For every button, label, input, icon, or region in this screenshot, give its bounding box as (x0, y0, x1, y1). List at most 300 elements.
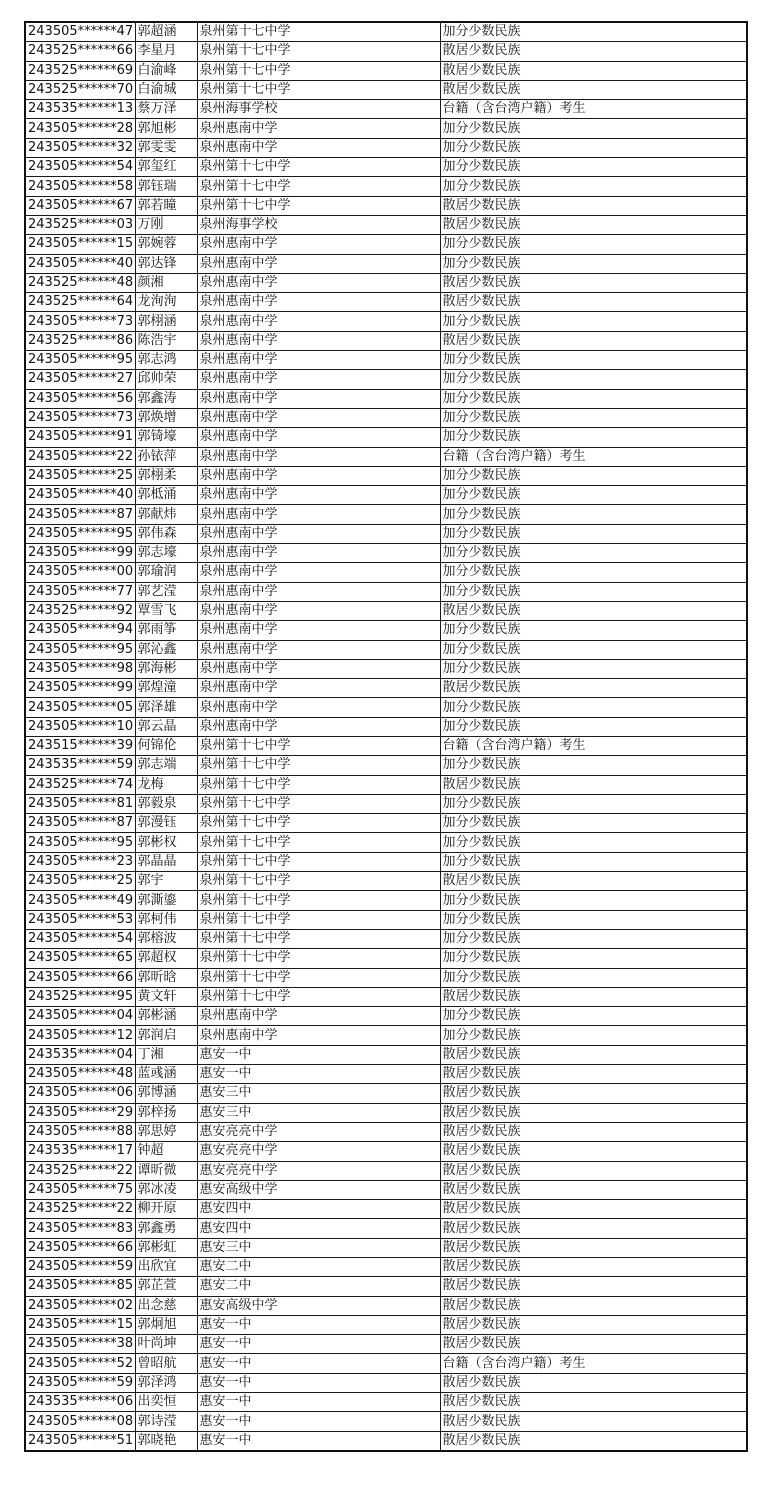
candidate-id-cell: 243505******95 (25, 524, 135, 543)
candidate-name-cell: 郭昕晗 (135, 968, 197, 987)
category-cell: 散居少数民族 (440, 1315, 747, 1334)
candidate-id-cell: 243505******29 (25, 1103, 135, 1122)
category-cell: 加分少数民族 (440, 177, 747, 196)
candidate-id-cell: 243505******00 (25, 563, 135, 582)
school-cell: 泉州第十七中学 (197, 775, 440, 794)
table-row (25, 756, 747, 775)
candidate-name-cell: 郭志壕 (135, 544, 197, 563)
table-row (25, 505, 747, 524)
table-row (25, 1219, 747, 1238)
school-cell: 泉州第十七中学 (197, 872, 440, 891)
table-row (25, 1335, 747, 1354)
candidate-name-cell: 郭海彬 (135, 659, 197, 678)
table-row (25, 119, 747, 138)
table-row (25, 949, 747, 968)
candidate-id-cell: 243505******54 (25, 158, 135, 177)
school-cell: 泉州第十七中学 (197, 852, 440, 871)
candidate-id-cell: 243525******70 (25, 80, 135, 99)
candidate-name-cell: 郭柯伟 (135, 910, 197, 929)
table-row (25, 312, 747, 331)
category-cell: 散居少数民族 (440, 1122, 747, 1141)
school-cell: 泉州第十七中学 (197, 196, 440, 215)
candidate-id-cell: 243505******04 (25, 1007, 135, 1026)
candidate-name-cell: 孙铱萍 (135, 447, 197, 466)
category-cell: 加分少数民族 (440, 466, 747, 485)
school-cell: 泉州第十七中学 (197, 61, 440, 80)
candidate-name-cell: 柳开原 (135, 1200, 197, 1219)
candidate-id-cell: 243505******95 (25, 833, 135, 852)
category-cell: 散居少数民族 (440, 42, 747, 61)
category-cell: 加分少数民族 (440, 254, 747, 273)
candidate-name-cell: 郭志端 (135, 756, 197, 775)
candidate-id-cell: 243505******81 (25, 794, 135, 813)
candidate-id-cell: 243535******13 (25, 100, 135, 119)
candidate-id-cell: 243505******51 (25, 1431, 135, 1451)
candidate-id-cell: 243515******39 (25, 736, 135, 755)
category-cell: 散居少数民族 (440, 1393, 747, 1412)
table-row (25, 1277, 747, 1296)
category-cell: 散居少数民族 (440, 1161, 747, 1180)
candidate-name-cell: 白渝峰 (135, 61, 197, 80)
candidate-name-cell: 出念慈 (135, 1296, 197, 1315)
category-cell: 散居少数民族 (440, 1103, 747, 1122)
school-cell: 泉州第十七中学 (197, 949, 440, 968)
candidate-name-cell: 黄文轩 (135, 987, 197, 1006)
school-cell: 泉州惠南中学 (197, 447, 440, 466)
category-cell: 台籍（含台湾户籍）考生 (440, 1354, 747, 1373)
category-cell: 台籍（含台湾户籍）考生 (440, 736, 747, 755)
candidate-id-cell: 243505******32 (25, 138, 135, 157)
school-cell: 泉州第十七中学 (197, 987, 440, 1006)
table-row (25, 486, 747, 505)
candidate-id-cell: 243505******06 (25, 1084, 135, 1103)
table-row (25, 1142, 747, 1161)
category-cell: 加分少数民族 (440, 582, 747, 601)
school-cell: 泉州第十七中学 (197, 891, 440, 910)
category-cell: 加分少数民族 (440, 1007, 747, 1026)
table-row (25, 1180, 747, 1199)
table-row (25, 852, 747, 871)
candidate-name-cell: 蔡万泽 (135, 100, 197, 119)
table-row (25, 466, 747, 485)
candidate-name-cell: 龙洵洵 (135, 293, 197, 312)
table-row (25, 293, 747, 312)
category-cell: 散居少数民族 (440, 1142, 747, 1161)
candidate-id-cell: 243505******77 (25, 582, 135, 601)
candidate-id-cell: 243505******56 (25, 389, 135, 408)
candidate-id-cell: 243505******91 (25, 428, 135, 447)
school-cell: 泉州第十七中学 (197, 910, 440, 929)
category-cell: 加分少数民族 (440, 22, 747, 42)
category-cell: 加分少数民族 (440, 370, 747, 389)
category-cell: 散居少数民族 (440, 331, 747, 350)
school-cell: 泉州第十七中学 (197, 22, 440, 42)
candidate-name-cell: 钟超 (135, 1142, 197, 1161)
category-cell: 加分少数民族 (440, 563, 747, 582)
candidate-name-cell: 郭钰瑞 (135, 177, 197, 196)
candidate-id-cell: 243505******53 (25, 910, 135, 929)
category-cell: 散居少数民族 (440, 293, 747, 312)
table-row (25, 370, 747, 389)
category-cell: 散居少数民族 (440, 1045, 747, 1064)
candidate-name-cell: 万刚 (135, 215, 197, 234)
candidate-id-cell: 243525******86 (25, 331, 135, 350)
candidate-name-cell: 郭漫钰 (135, 814, 197, 833)
school-cell: 泉州第十七中学 (197, 158, 440, 177)
candidate-name-cell: 郭伟森 (135, 524, 197, 543)
school-cell: 泉州惠南中学 (197, 582, 440, 601)
category-cell: 散居少数民族 (440, 1065, 747, 1084)
candidate-id-cell: 243505******12 (25, 1026, 135, 1045)
category-cell: 台籍（含台湾户籍）考生 (440, 100, 747, 119)
school-cell: 惠安一中 (197, 1045, 440, 1064)
school-cell: 泉州惠南中学 (197, 235, 440, 254)
candidate-name-cell: 白渝城 (135, 80, 197, 99)
table-row (25, 158, 747, 177)
category-cell: 散居少数民族 (440, 775, 747, 794)
category-cell: 加分少数民族 (440, 968, 747, 987)
school-cell: 泉州惠南中学 (197, 138, 440, 157)
candidate-name-cell: 郭冰凌 (135, 1180, 197, 1199)
table-row (25, 872, 747, 891)
category-cell: 加分少数民族 (440, 544, 747, 563)
category-cell: 加分少数民族 (440, 524, 747, 543)
school-cell: 泉州惠南中学 (197, 351, 440, 370)
table-row (25, 1238, 747, 1257)
candidate-name-cell: 郭婉蓉 (135, 235, 197, 254)
candidate-id-cell: 243525******64 (25, 293, 135, 312)
candidate-id-cell: 243505******75 (25, 1180, 135, 1199)
candidate-id-cell: 243505******40 (25, 486, 135, 505)
category-cell: 散居少数民族 (440, 1277, 747, 1296)
table-row (25, 254, 747, 273)
category-cell: 加分少数民族 (440, 910, 747, 929)
table-row (25, 408, 747, 427)
candidate-id-cell: 243505******40 (25, 254, 135, 273)
candidate-name-cell: 郭鑫勇 (135, 1219, 197, 1238)
candidate-name-cell: 出奕恒 (135, 1393, 197, 1412)
candidate-name-cell: 叶尚坤 (135, 1335, 197, 1354)
table-row (25, 563, 747, 582)
candidate-name-cell: 郭晓艳 (135, 1431, 197, 1451)
candidate-name-cell: 郭梓扬 (135, 1103, 197, 1122)
candidate-name-cell: 郭玺红 (135, 158, 197, 177)
candidate-table (24, 21, 748, 1452)
candidate-id-cell: 243505******66 (25, 1238, 135, 1257)
table-row (25, 61, 747, 80)
candidate-name-cell: 郭栩涵 (135, 312, 197, 331)
candidate-id-cell: 243505******25 (25, 872, 135, 891)
table-row (25, 775, 747, 794)
candidate-name-cell: 郭毅泉 (135, 794, 197, 813)
candidate-id-cell: 243505******25 (25, 466, 135, 485)
school-cell: 惠安亮亮中学 (197, 1161, 440, 1180)
school-cell: 泉州惠南中学 (197, 370, 440, 389)
candidate-id-cell: 243505******08 (25, 1412, 135, 1431)
school-cell: 泉州惠南中学 (197, 312, 440, 331)
candidate-id-cell: 243505******73 (25, 408, 135, 427)
candidate-name-cell: 龙梅 (135, 775, 197, 794)
school-cell: 泉州第十七中学 (197, 80, 440, 99)
school-cell: 泉州第十七中学 (197, 177, 440, 196)
category-cell: 散居少数民族 (440, 1412, 747, 1431)
school-cell: 泉州惠南中学 (197, 331, 440, 350)
school-cell: 惠安亮亮中学 (197, 1122, 440, 1141)
school-cell: 泉州惠南中学 (197, 544, 440, 563)
candidate-id-cell: 243505******59 (25, 1258, 135, 1277)
table-row (25, 1373, 747, 1392)
category-cell: 加分少数民族 (440, 852, 747, 871)
school-cell: 惠安四中 (197, 1200, 440, 1219)
table-row (25, 1354, 747, 1373)
category-cell: 加分少数民族 (440, 891, 747, 910)
school-cell: 泉州惠南中学 (197, 486, 440, 505)
category-cell: 散居少数民族 (440, 80, 747, 99)
school-cell: 泉州海事学校 (197, 100, 440, 119)
candidate-id-cell: 243505******67 (25, 196, 135, 215)
table-row (25, 891, 747, 910)
school-cell: 惠安一中 (197, 1393, 440, 1412)
school-cell: 泉州惠南中学 (197, 119, 440, 138)
candidate-name-cell: 丁湘 (135, 1045, 197, 1064)
school-cell: 泉州第十七中学 (197, 833, 440, 852)
candidate-id-cell: 243525******48 (25, 273, 135, 292)
category-cell: 加分少数民族 (440, 389, 747, 408)
school-cell: 惠安一中 (197, 1373, 440, 1392)
candidate-name-cell: 陈浩宇 (135, 331, 197, 350)
candidate-id-cell: 243505******88 (25, 1122, 135, 1141)
table-row (25, 1026, 747, 1045)
candidate-id-cell: 243525******03 (25, 215, 135, 234)
table-row (25, 1122, 747, 1141)
candidate-id-cell: 243505******10 (25, 717, 135, 736)
category-cell: 加分少数民族 (440, 119, 747, 138)
candidate-id-cell: 243505******95 (25, 640, 135, 659)
candidate-name-cell: 郭炯旭 (135, 1315, 197, 1334)
candidate-id-cell: 243525******95 (25, 987, 135, 1006)
school-cell: 泉州惠南中学 (197, 621, 440, 640)
school-cell: 惠安二中 (197, 1277, 440, 1296)
table-row (25, 1103, 747, 1122)
category-cell: 台籍（含台湾户籍）考生 (440, 447, 747, 466)
category-cell: 散居少数民族 (440, 196, 747, 215)
category-cell: 散居少数民族 (440, 679, 747, 698)
school-cell: 泉州惠南中学 (197, 273, 440, 292)
table-row (25, 196, 747, 215)
school-cell: 泉州惠南中学 (197, 389, 440, 408)
candidate-id-cell: 243525******69 (25, 61, 135, 80)
candidate-name-cell: 郭彬涵 (135, 1007, 197, 1026)
candidate-name-cell: 郭超涵 (135, 22, 197, 42)
candidate-name-cell: 郭晶晶 (135, 852, 197, 871)
category-cell: 散居少数民族 (440, 872, 747, 891)
category-cell: 加分少数民族 (440, 486, 747, 505)
school-cell: 泉州第十七中学 (197, 794, 440, 813)
table-row (25, 659, 747, 678)
candidate-name-cell: 郭鑫涛 (135, 389, 197, 408)
table-row (25, 428, 747, 447)
category-cell: 加分少数民族 (440, 717, 747, 736)
table-row (25, 1200, 747, 1219)
school-cell: 泉州惠南中学 (197, 563, 440, 582)
category-cell: 加分少数民族 (440, 640, 747, 659)
candidate-name-cell: 出欣宜 (135, 1258, 197, 1277)
table-row (25, 1161, 747, 1180)
table-row (25, 833, 747, 852)
candidate-id-cell: 243505******28 (25, 119, 135, 138)
candidate-name-cell: 郭博涵 (135, 1084, 197, 1103)
school-cell: 惠安一中 (197, 1431, 440, 1451)
candidate-name-cell: 覃雪飞 (135, 601, 197, 620)
school-cell: 泉州惠南中学 (197, 524, 440, 543)
category-cell: 加分少数民族 (440, 312, 747, 331)
category-cell: 加分少数民族 (440, 621, 747, 640)
school-cell: 泉州惠南中学 (197, 640, 440, 659)
school-cell: 惠安三中 (197, 1084, 440, 1103)
school-cell: 惠安三中 (197, 1103, 440, 1122)
candidate-id-cell: 243505******23 (25, 852, 135, 871)
table-row (25, 447, 747, 466)
table-row (25, 273, 747, 292)
school-cell: 惠安一中 (197, 1412, 440, 1431)
candidate-name-cell: 邱帅荣 (135, 370, 197, 389)
category-cell: 加分少数民族 (440, 814, 747, 833)
candidate-name-cell: 何锦伦 (135, 736, 197, 755)
school-cell: 泉州惠南中学 (197, 466, 440, 485)
table-row (25, 22, 747, 42)
candidate-name-cell: 郭云晶 (135, 717, 197, 736)
candidate-name-cell: 郭献炜 (135, 505, 197, 524)
table-row (25, 679, 747, 698)
school-cell: 泉州第十七中学 (197, 968, 440, 987)
category-cell: 加分少数民族 (440, 929, 747, 948)
candidate-id-cell: 243535******06 (25, 1393, 135, 1412)
table-row (25, 42, 747, 61)
school-cell: 泉州惠南中学 (197, 698, 440, 717)
table-row (25, 582, 747, 601)
candidate-name-cell: 郭泽鸿 (135, 1373, 197, 1392)
candidate-id-cell: 243505******48 (25, 1065, 135, 1084)
table-row (25, 814, 747, 833)
category-cell: 加分少数民族 (440, 408, 747, 427)
candidate-id-cell: 243505******99 (25, 679, 135, 698)
table-row (25, 929, 747, 948)
candidate-id-cell: 243505******54 (25, 929, 135, 948)
table-row (25, 331, 747, 350)
category-cell: 加分少数民族 (440, 833, 747, 852)
school-cell: 泉州惠南中学 (197, 408, 440, 427)
category-cell: 散居少数民族 (440, 1431, 747, 1451)
candidate-name-cell: 郭泽雄 (135, 698, 197, 717)
table-row (25, 1007, 747, 1026)
candidate-name-cell: 郭宇 (135, 872, 197, 891)
category-cell: 加分少数民族 (440, 351, 747, 370)
category-cell: 加分少数民族 (440, 158, 747, 177)
table-row (25, 736, 747, 755)
candidate-id-cell: 243505******99 (25, 544, 135, 563)
candidate-id-cell: 243505******94 (25, 621, 135, 640)
candidate-id-cell: 243525******74 (25, 775, 135, 794)
candidate-id-cell: 243535******17 (25, 1142, 135, 1161)
school-cell: 泉州惠南中学 (197, 1007, 440, 1026)
table-row (25, 1065, 747, 1084)
category-cell: 散居少数民族 (440, 1258, 747, 1277)
candidate-table-body (25, 22, 747, 1451)
candidate-id-cell: 243535******59 (25, 756, 135, 775)
category-cell: 散居少数民族 (440, 601, 747, 620)
school-cell: 泉州惠南中学 (197, 254, 440, 273)
candidate-name-cell: 郭诗滢 (135, 1412, 197, 1431)
candidate-id-cell: 243535******04 (25, 1045, 135, 1064)
candidate-id-cell: 243505******73 (25, 312, 135, 331)
candidate-id-cell: 243505******98 (25, 659, 135, 678)
category-cell: 散居少数民族 (440, 1219, 747, 1238)
table-row (25, 235, 747, 254)
candidate-name-cell: 郭思婷 (135, 1122, 197, 1141)
school-cell: 泉州第十七中学 (197, 929, 440, 948)
category-cell: 散居少数民族 (440, 215, 747, 234)
candidate-id-cell: 243505******02 (25, 1296, 135, 1315)
candidate-id-cell: 243505******87 (25, 814, 135, 833)
table-row (25, 1045, 747, 1064)
table-row (25, 524, 747, 543)
category-cell: 加分少数民族 (440, 756, 747, 775)
candidate-name-cell: 郭彬权 (135, 833, 197, 852)
candidate-name-cell: 李星月 (135, 42, 197, 61)
category-cell: 加分少数民族 (440, 235, 747, 254)
candidate-id-cell: 243505******49 (25, 891, 135, 910)
table-row (25, 698, 747, 717)
category-cell: 散居少数民族 (440, 987, 747, 1006)
table-row (25, 1315, 747, 1334)
candidate-id-cell: 243505******52 (25, 1354, 135, 1373)
table-row (25, 621, 747, 640)
table-row (25, 1084, 747, 1103)
candidate-name-cell: 郭榕波 (135, 929, 197, 948)
school-cell: 惠安一中 (197, 1354, 440, 1373)
candidate-id-cell: 243525******22 (25, 1200, 135, 1219)
school-cell: 泉州惠南中学 (197, 679, 440, 698)
candidate-name-cell: 蓝彧涵 (135, 1065, 197, 1084)
category-cell: 散居少数民族 (440, 273, 747, 292)
school-cell: 惠安高级中学 (197, 1296, 440, 1315)
candidate-name-cell: 郭芷萱 (135, 1277, 197, 1296)
candidate-name-cell: 郭超权 (135, 949, 197, 968)
candidate-id-cell: 243505******58 (25, 177, 135, 196)
candidate-id-cell: 243525******66 (25, 42, 135, 61)
candidate-name-cell: 郭润启 (135, 1026, 197, 1045)
candidate-id-cell: 243505******85 (25, 1277, 135, 1296)
candidate-id-cell: 243505******15 (25, 235, 135, 254)
table-row (25, 910, 747, 929)
category-cell: 散居少数民族 (440, 61, 747, 80)
candidate-name-cell: 曾昭航 (135, 1354, 197, 1373)
table-row (25, 100, 747, 119)
candidate-id-cell: 243505******66 (25, 968, 135, 987)
candidate-id-cell: 243505******83 (25, 1219, 135, 1238)
candidate-name-cell: 郭达锋 (135, 254, 197, 273)
candidate-name-cell: 郭若瞳 (135, 196, 197, 215)
candidate-name-cell: 郭煌潼 (135, 679, 197, 698)
school-cell: 泉州惠南中学 (197, 659, 440, 678)
school-cell: 惠安一中 (197, 1065, 440, 1084)
table-row (25, 717, 747, 736)
table-row (25, 1258, 747, 1277)
candidate-name-cell: 郭沁鑫 (135, 640, 197, 659)
table-row (25, 1431, 747, 1451)
table-row (25, 640, 747, 659)
table-row (25, 215, 747, 234)
